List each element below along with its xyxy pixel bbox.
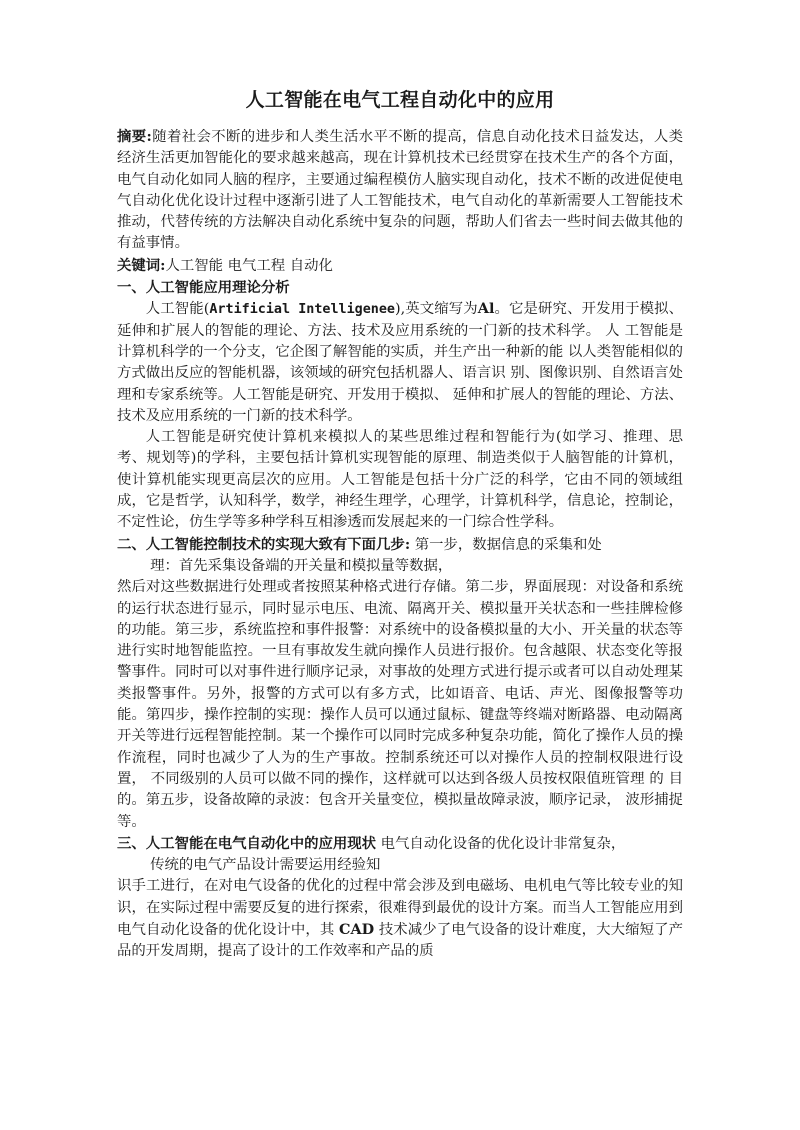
section-3-heading: 三、人工智能在电气自动化中的应用现状 xyxy=(117,834,377,852)
section-3-lead-continued: 传统的电气产品设计需要运用经验知 xyxy=(150,857,381,874)
ai-abbreviation: Al xyxy=(477,300,495,318)
section-3-lead: 电气自动化设备的优化设计非常复杂， xyxy=(376,835,626,852)
section-2-body: 然后对这些数据进行处理或者按照某种格式进行存储。第二步，界面展现：对设备和系统的运行状态进行显示，同时显示电压、电流、隔离开关、模拟量开关状态和一些挂牌检修的功能。第三步，系统监控和事件报警：对系统中的设备模拟量的大小、开关量的状态等进行实时地智能监控。一旦有事故发生就向操作人员进行报价。包含越限、状态变化等报警事件。同时可以对事件进行顺序记录，对事故的处理方式进行提示或者可以自动处理某类报警事件。另外，报警的方式可以有多方式，比如语音、电话、声光、图像报警等功能。第四步，操作控制的实现：操作人员可以通过鼠标、键盘等终端对断路器、电动隔离开关等进行远程智能控制。某一个操作可以同时完成多种复杂功能，简化了操作人员的操作流程，同时也减少了人为的生产事故。控制系统还可以对操作人员的控制权限进行设置， 不同级别的人员可以做不同的操作，这样就可以达到各级人员按权限值班管理 的 目的。第五步，设备故障的录波：包含开关量变位，模拟量故障录波，顺序记录， 波形捕捉等。 xyxy=(117,579,683,830)
section-1-heading: 一、人工智能应用理论分析 xyxy=(117,279,290,297)
document-page xyxy=(117,86,683,963)
section-1-paragraph-2: 人工智能是研究使计算机来模拟人的某些思维过程和智能行为(如学习、推理、思考、规划等)的学科，主要包括计算机实现智能的原理、制造类似于人脑智能的计算机，使计算机能实现更高层次的应用。人工智能是包括十分广泛的科学，它由不同的领域组成，它是哲学，认知科学，数学，神经生理学，心理学，计算机科学，信息论，控制论，不定性论，仿生学等多种学科互相渗透而发展起来的一门综合性学科。 xyxy=(117,429,683,531)
abstract-label: 摘要: xyxy=(117,128,152,145)
section-1-paragraph-1 xyxy=(117,298,683,427)
keywords-label: 关键词: xyxy=(117,256,166,274)
section-3-body-text-b: 技术减少了电气设备的设计难度，大大缩短了产品的开发周期，提高了设计的工作效率和产品的质 xyxy=(117,921,684,960)
section-1-p1-text-a: 人工智能( xyxy=(145,301,210,318)
cad-term: CAD xyxy=(339,920,375,938)
section-1-p1-text-c: 。它是研究、开发用于模拟、 延伸和扩展人的智能的理论、方法、技术及应用系统的一门新的技术科学。 人 工智能是计算机科学的一个分支，它企图了解智能的实质，并生产出一种新的能 以人类智能相似的方式做出反应的智能机器，该领域的研究包括机器人、语言识 别、图像识别、自然语言处理和专家系统等。人工智能是研究、开发用于模拟、 延伸和扩展人的智能的理论、方法、技术及应用系统的一门新的技术科学。 xyxy=(117,301,683,424)
section-2-heading-line xyxy=(117,534,683,556)
section-2-heading: 二、人工智能控制技术的实现大致有下面几步: xyxy=(117,535,411,553)
section-2-lead-continued: 理：首先采集设备端的开关量和模拟量等数据， xyxy=(150,557,453,574)
keywords-line xyxy=(117,255,683,277)
section-3-heading-line xyxy=(117,833,683,855)
section-3-body xyxy=(117,876,683,962)
keywords-text: 人工智能 电气工程 自动化 xyxy=(165,257,333,274)
section-1-p1-text-b: ),英文缩写为 xyxy=(394,301,478,318)
ai-english-term: Artificial Intelligenee xyxy=(209,302,395,318)
abstract-text: 随着社会不断的进步和人类生活水平不断的提高，信息自动化技术日益发达，人类经济生活更加智能化的要求越来越高，现在计算机技术已经贯穿在技术生产的各个方面，电气自动化如同人脑的程序，主要通过编程模仿人脑实现自动化，技术不断的改进促使电气自动化优化设计过程中逐渐引进了人工智能技术，电气自动化的革新需要人工智能技术推动，代替传统的方法解决自动化系统中复杂的问题，帮助人们省去一些时间去做其他的有益事情。 xyxy=(117,129,683,252)
section-2-lead: 第一步，数据信息的采集和处 xyxy=(410,536,602,553)
section-3-body-text-a: 识手工进行，在对电气设备的优化的过程中常会涉及到电磁场、电机电气等比较专业的知识，在实际过程中需要反复的进行探索，很难得到最优的设计方案。而当人工智能应用到电气自动化设备的优化设计中，其 xyxy=(117,878,683,938)
abstract-paragraph xyxy=(117,126,683,255)
document-title: 人工智能在电气工程自动化中的应用 xyxy=(245,89,555,111)
